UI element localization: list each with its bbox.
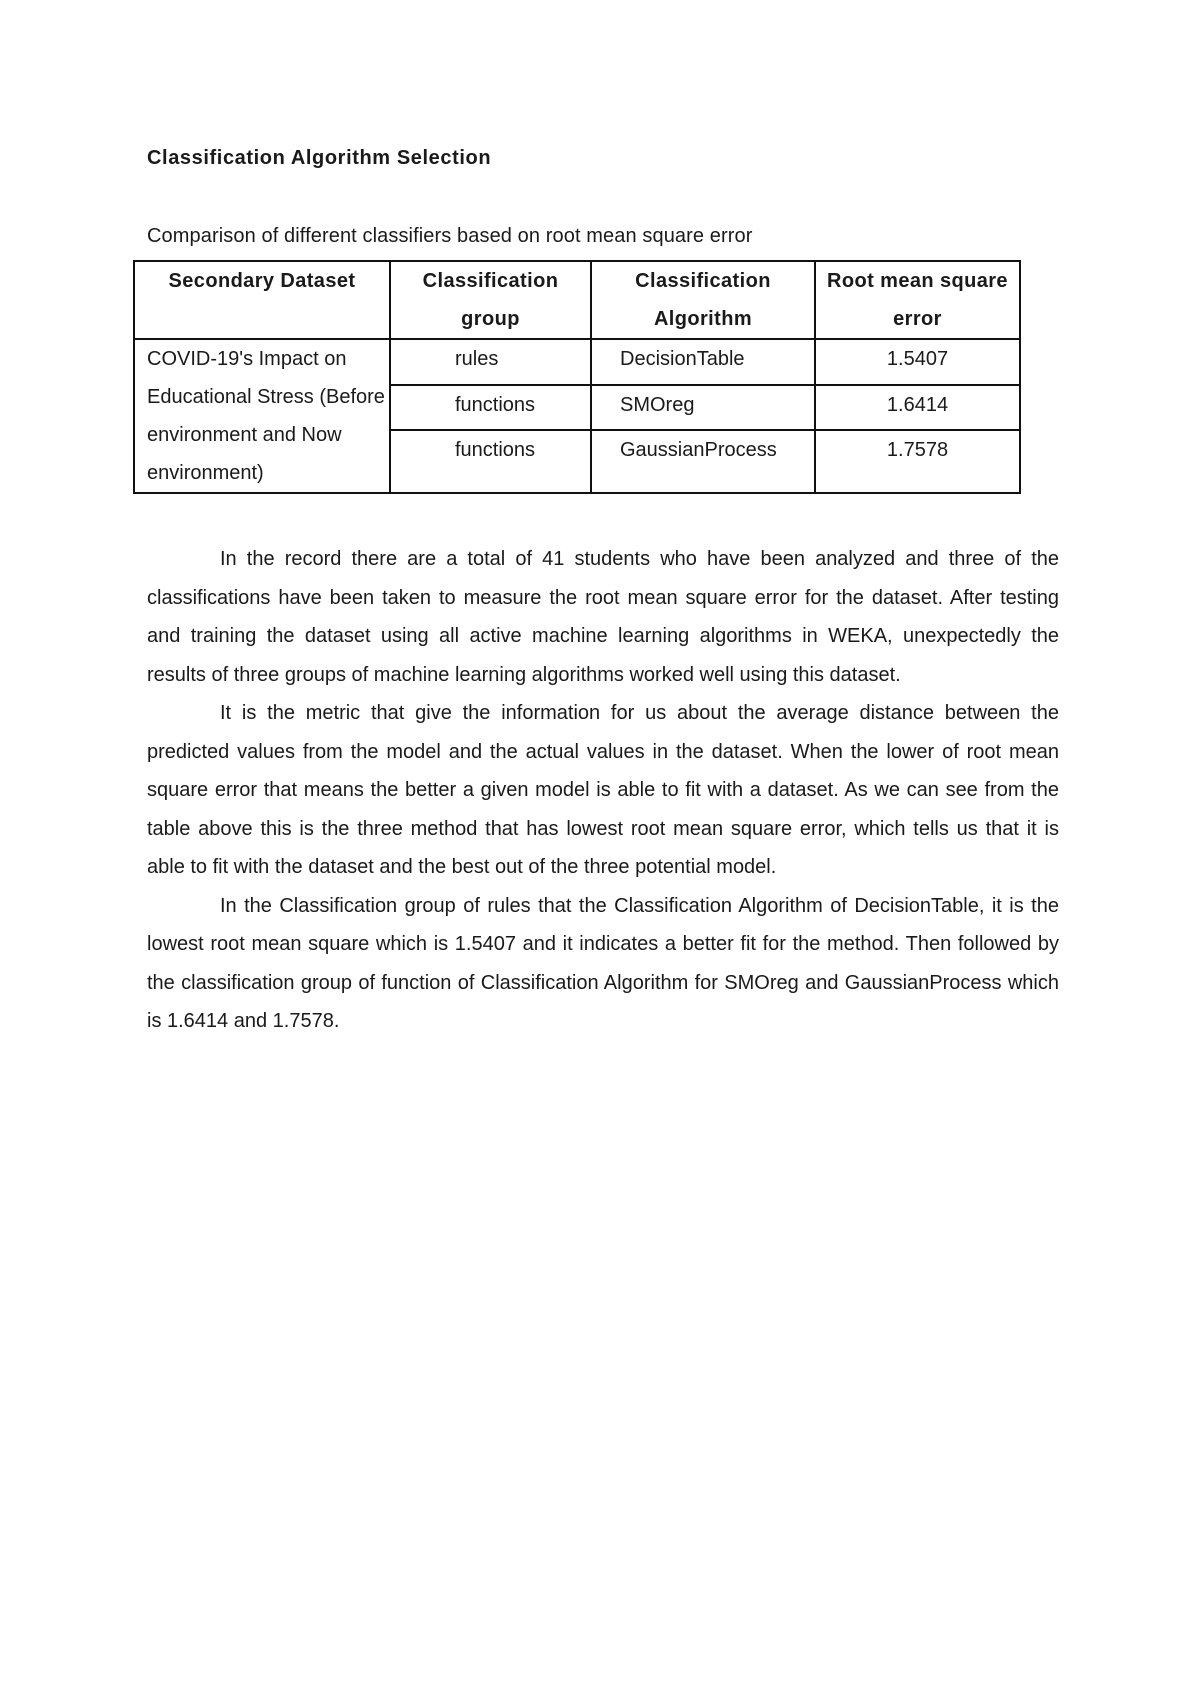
rmse-cell: 1.7578	[815, 430, 1020, 493]
header-secondary-dataset: Secondary Dataset	[134, 261, 390, 339]
header-classification-algorithm: Classification Algorithm	[591, 261, 815, 339]
table-row	[134, 339, 1020, 385]
results-table	[133, 260, 1021, 494]
header-classification-group: Classification group	[390, 261, 591, 339]
group-cell: rules	[390, 339, 591, 385]
group-cell: functions	[390, 430, 591, 493]
rmse-cell: 1.5407	[815, 339, 1020, 385]
page-title: Classification Algorithm Selection	[147, 147, 492, 169]
rmse-cell: 1.6414	[815, 385, 1020, 431]
group-cell: functions	[390, 385, 591, 431]
dataset-name-cell: COVID-19's Impact on Educational Stress (Before environment and Now environment)	[134, 339, 390, 493]
algorithm-cell: GaussianProcess	[591, 430, 815, 493]
algorithm-cell: DecisionTable	[591, 339, 815, 385]
header-rmse: Root mean square error	[815, 261, 1020, 339]
body-text	[147, 540, 1059, 1041]
paragraph: In the Classification group of rules that the Classification Algorithm of DecisionTable, it is the lowest root mean square which is 1.5407 and it indicates a better fit for the method. Then followed by the classification group of function of Classification Algorithm for SMOreg and GaussianProcess which is 1.6414 and 1.7578.	[147, 894, 1059, 1032]
table-caption: Comparison of different classifiers based on root mean square error	[147, 225, 753, 247]
paragraph: In the record there are a total of 41 students who have been analyzed and three of the classifications have been taken to measure the root mean square error for the dataset. After testing and training the dataset using all active machine learning algorithms in WEKA, unexpectedly the results of three groups of machine learning algorithms worked well using this dataset.	[147, 548, 1059, 686]
algorithm-cell: SMOreg	[591, 385, 815, 431]
table-header-row	[134, 261, 1020, 339]
paragraph: It is the metric that give the information for us about the average distance between the predicted values from the model and the actual values in the dataset. When the lower of root mean square error that means the better a given model is able to fit with a dataset. As we can see from the table above this is the three method that has lowest root mean square error, which tells us that it is able to fit with the dataset and the best out of the three potential model.	[147, 702, 1059, 878]
